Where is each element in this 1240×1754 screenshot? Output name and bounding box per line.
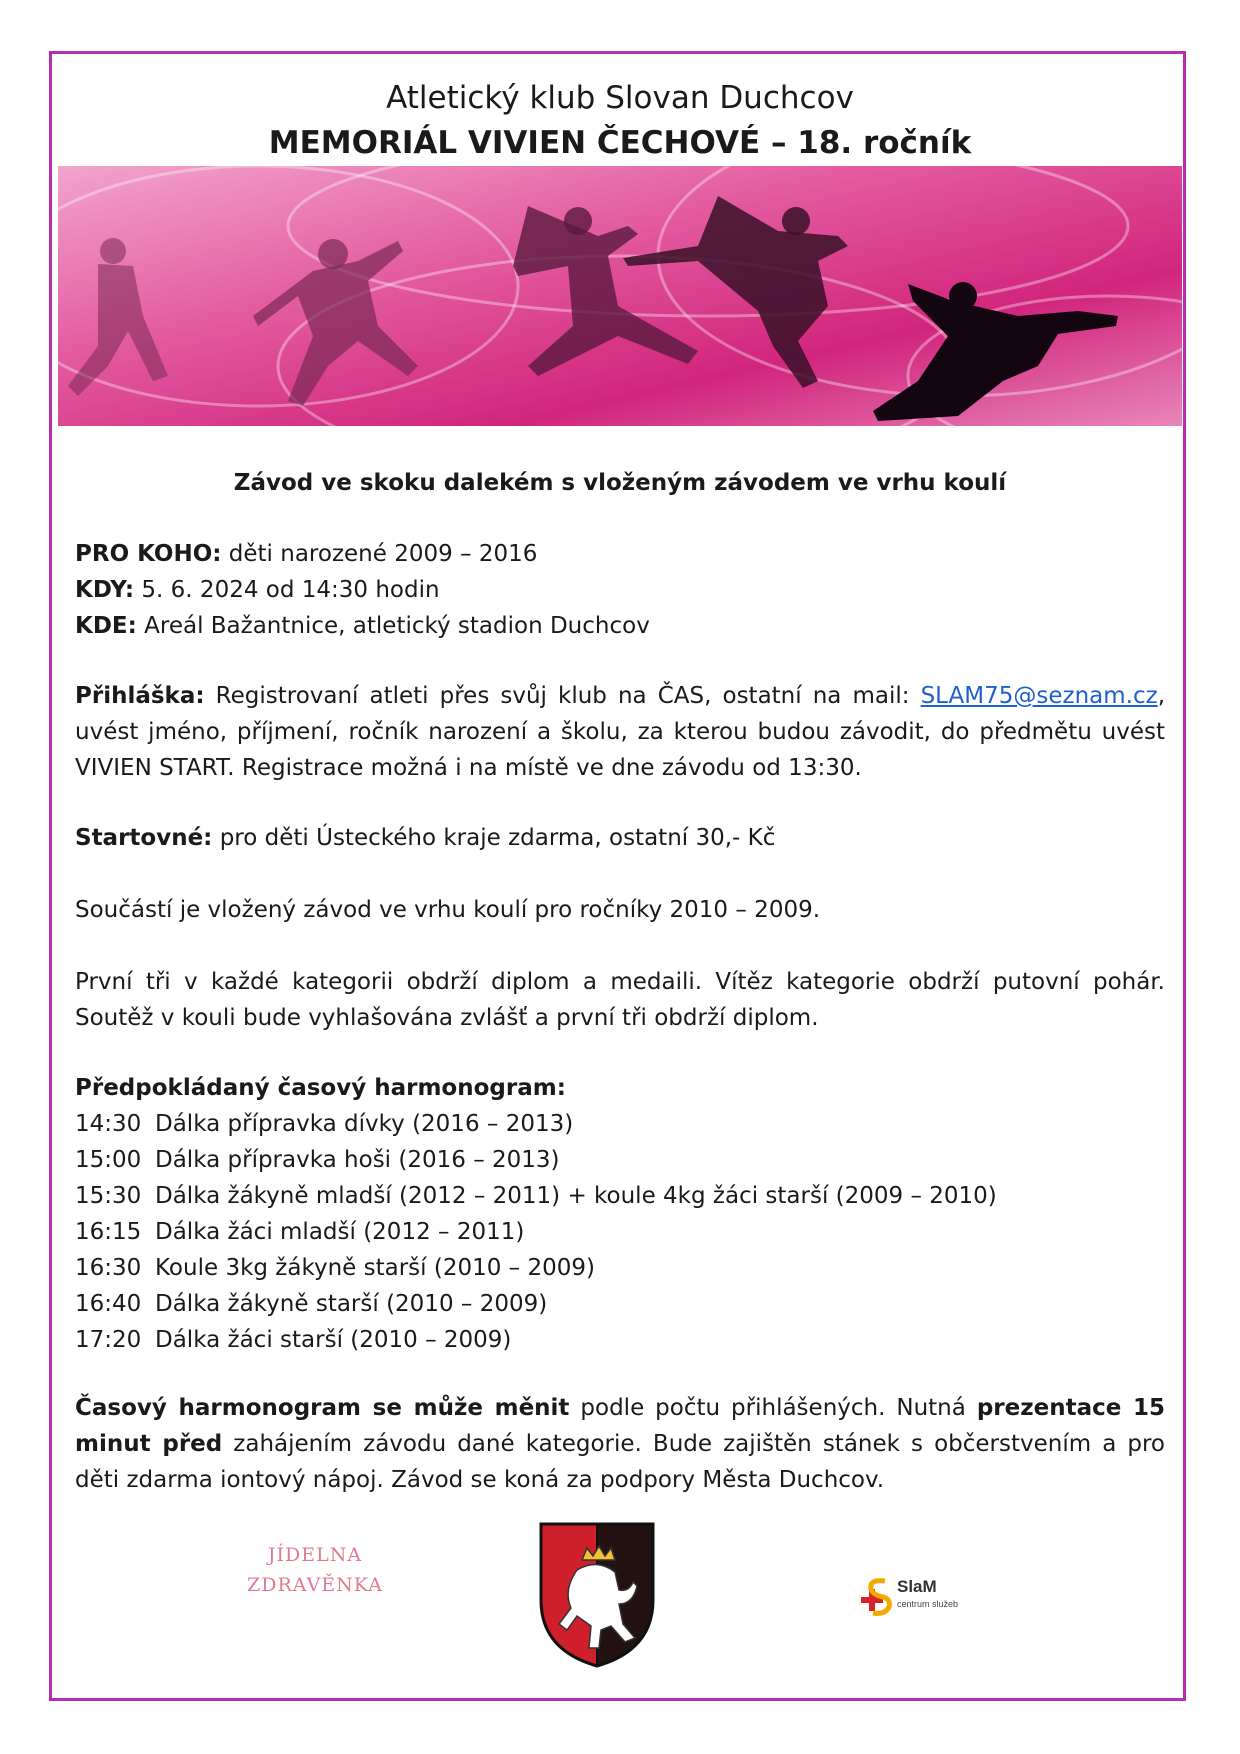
duchcov-coat-of-arms-icon (537, 1520, 657, 1670)
info-kde (75, 608, 1165, 644)
schedule-row (75, 1142, 1165, 1178)
athletes-banner (58, 166, 1182, 426)
schedule-time: 16:40 (75, 1291, 142, 1317)
registration-label: Přihláška: (75, 683, 205, 709)
schedule-time: 16:30 (75, 1255, 142, 1281)
event-title: MEMORIÁL VIVIEN ČECHOVÉ – 18. ročník (268, 125, 972, 161)
registration-text-1: Registrovaní atleti přes svůj klub na ČAS, ostatní na mail: (204, 683, 921, 709)
info-pro-koho (75, 536, 1165, 572)
slam-logo (855, 1575, 975, 1625)
fee-label: Startovné: (75, 825, 213, 851)
jidelna-line-2: ZDRAVĚNKA (247, 1574, 383, 1596)
schedule-time: 16:15 (75, 1219, 142, 1245)
schedule-row (75, 1250, 1165, 1286)
schedule-time: 14:30 (75, 1111, 142, 1137)
schedule-list (75, 1106, 1165, 1358)
club-name: Atletický klub Slovan Duchcov (386, 80, 854, 116)
schedule-row (75, 1106, 1165, 1142)
schedule-row (75, 1214, 1165, 1250)
schedule (75, 1070, 1165, 1358)
schedule-event: Dálka žáci starší (2010 – 2009) (155, 1327, 512, 1353)
schedule-time: 17:20 (75, 1327, 142, 1353)
slam-name: SlaM (897, 1577, 937, 1596)
jidelna-zdravenka-logo (240, 1540, 390, 1600)
fee-text: pro děti Ústeckého kraje zdarma, ostatní 30,- Kč (212, 825, 776, 851)
schedule-event: Dálka přípravka dívky (2016 – 2013) (155, 1111, 574, 1137)
info-block (75, 536, 1165, 644)
closing-text-2: zahájením závodu dané kategorie. Bude zajištěn stánek s občerstvením a pro děti zdarma iontový nápoj. Závod se koná za podpory Města Duchcov. (75, 1431, 1165, 1493)
pro-koho-label: PRO KOHO: (75, 541, 222, 567)
sponsor-logos (0, 1500, 1240, 1670)
schedule-event: Koule 3kg žákyně starší (2010 – 2009) (155, 1255, 595, 1281)
schedule-event: Dálka žákyně mladší (2012 – 2011) + koule 4kg žáci starší (2009 – 2010) (155, 1183, 997, 1209)
slam-cross-icon (855, 1575, 895, 1619)
fee-paragraph (75, 820, 1165, 856)
schedule-event: Dálka žáci mladší (2012 – 2011) (155, 1219, 525, 1245)
shot-put-note: Součástí je vložený závod ve vrhu koulí pro ročníky 2010 – 2009. (75, 897, 821, 923)
schedule-row (75, 1322, 1165, 1358)
kde-label: KDE: (75, 613, 137, 639)
schedule-heading: Předpokládaný časový harmonogram: (75, 1075, 566, 1101)
email-link[interactable]: SLAM75@seznam.cz (920, 683, 1158, 709)
registration-paragraph (75, 678, 1165, 786)
closing-paragraph (75, 1390, 1165, 1498)
registration-text-2: , uvést jméno, příjmení, ročník narození a školu, za kterou budou závodit, do předmětu uvést VIVIEN START. Registrace možná i na místě ve dne závodu od 13:30. (75, 683, 1165, 781)
schedule-event: Dálka přípravka hoši (2016 – 2013) (155, 1147, 560, 1173)
schedule-time: 15:30 (75, 1183, 142, 1209)
pro-koho-value: děti narozené 2009 – 2016 (221, 541, 538, 567)
closing-text-1: podle počtu přihlášených. Nutná (569, 1395, 977, 1421)
schedule-row (75, 1286, 1165, 1322)
kdy-value: 5. 6. 2024 od 14:30 hodin (134, 577, 440, 603)
closing-bold-1: Časový harmonogram se může měnit (75, 1395, 570, 1421)
closing-bold-2: prezentace 15 minut před (75, 1395, 1166, 1457)
schedule-row (75, 1178, 1165, 1214)
schedule-event: Dálka žákyně starší (2010 – 2009) (155, 1291, 548, 1317)
info-kdy (75, 572, 1165, 608)
event-subtitle: Závod ve skoku dalekém s vloženým závodem ve vrhu koulí (233, 470, 1007, 496)
jidelna-line-1: JÍDELNA (267, 1544, 363, 1566)
kdy-label: KDY: (75, 577, 135, 603)
kde-value: Areál Bažantnice, atletický stadion Duchcov (136, 613, 650, 639)
prizes-paragraph: První tři v každé kategorii obdrží diplom a medaili. Vítěz kategorie obdrží putovní pohár. Soutěž v kouli bude vyhlašována zvlášť a první tři obdrží diplom. (75, 969, 1165, 1031)
schedule-time: 15:00 (75, 1147, 142, 1173)
slam-subtitle: centrum služeb (897, 1599, 959, 1609)
